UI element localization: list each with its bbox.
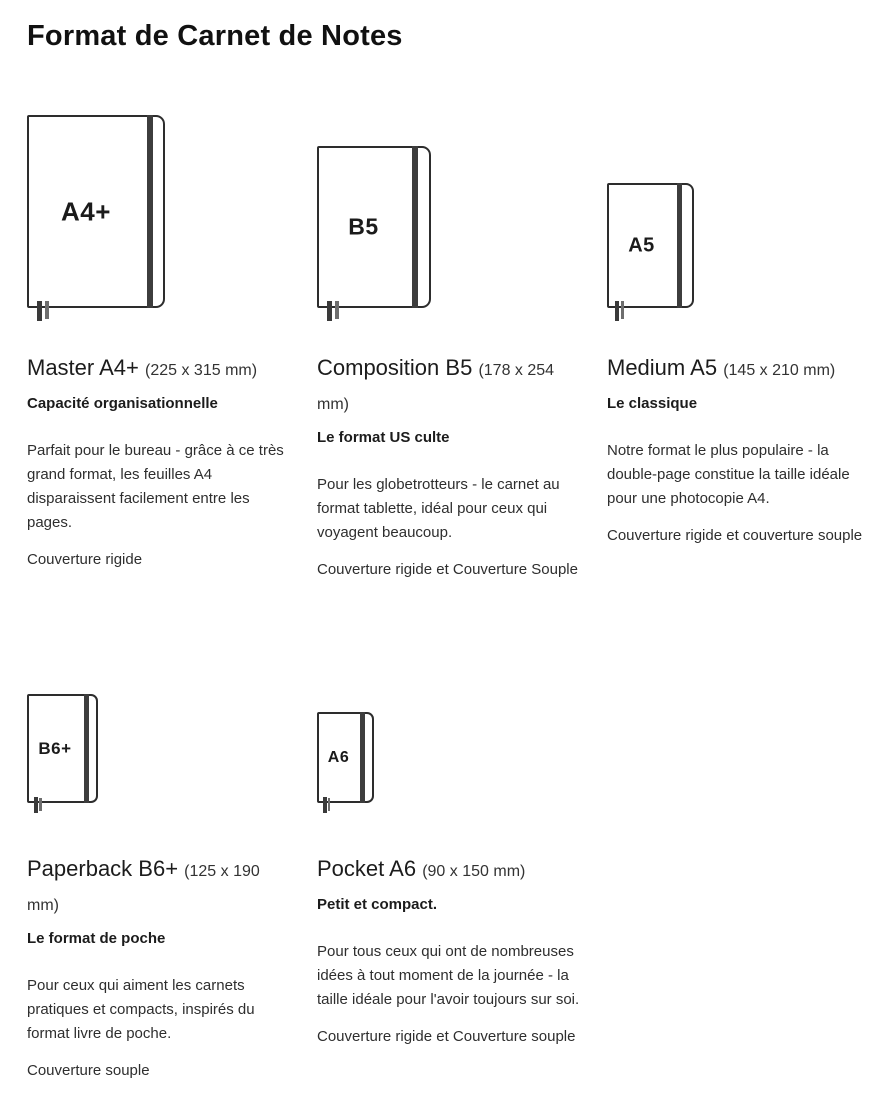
bookmark-ribbon (39, 798, 42, 811)
notebook-name: Paperback B6+ (27, 856, 179, 881)
size-label: A6 (327, 748, 350, 766)
notebook-description: Pour les globetrotteurs - le carnet au format tablette, idéal pour ceux qui voyagent beaucoup. (317, 476, 560, 541)
notebook-card (27, 115, 317, 582)
notebook-figure (317, 694, 582, 803)
notebook-dimensions: (178 x 254 mm) (317, 362, 555, 413)
size-label: B5 (348, 213, 379, 240)
elastic-band (360, 712, 365, 803)
page-title: Format de Carnet de Notes (27, 20, 403, 52)
notebook-covers: Couverture souple (27, 1062, 150, 1079)
notebook-name-line (317, 352, 582, 420)
notebook-cover-illustration (317, 712, 374, 803)
notebook-covers: Couverture rigide et Couverture souple (317, 1028, 576, 1045)
notebook-card (607, 115, 890, 582)
notebook-cover-illustration (27, 694, 98, 803)
notebook-description: Parfait pour le bureau - grâce à ce très grand format, les feuilles A4 disparaissent facilement entre les pages. (27, 442, 284, 531)
notebook-name: Master A4+ (27, 355, 139, 380)
notebook-name-line (27, 853, 292, 921)
bookmark-ribbon (328, 798, 330, 811)
notebook-name: Pocket A6 (317, 856, 417, 881)
bookmark-ribbon (615, 301, 619, 321)
formats-row-bottom (27, 694, 890, 1083)
notebook-covers: Couverture rigide et Couverture Souple (317, 561, 578, 578)
notebook-name-line (27, 352, 292, 386)
notebook-name: Medium A5 (607, 355, 718, 380)
notebook-dimensions: (90 x 150 mm) (422, 863, 526, 880)
notebook-tagline: Capacité organisationnelle (27, 395, 218, 412)
notebook-figure (607, 115, 872, 308)
notebook-figure (27, 115, 292, 308)
notebook-dimensions: (125 x 190 mm) (27, 863, 260, 914)
bookmark-ribbon (327, 301, 332, 321)
elastic-band (677, 183, 682, 308)
formats-row-top (27, 115, 890, 582)
size-label: B6+ (38, 738, 72, 758)
notebook-figure (317, 115, 582, 308)
notebook-card (27, 694, 317, 1083)
notebook-dimensions: (145 x 210 mm) (723, 362, 836, 379)
notebook-description: Notre format le plus populaire - la double-page constitue la taille idéale pour une photocopie A4. (607, 442, 850, 507)
notebook-name-line (317, 853, 582, 887)
size-label: A5 (628, 234, 655, 256)
elastic-band (147, 115, 153, 308)
notebook-cover-illustration (607, 183, 694, 308)
notebook-cover-illustration (27, 115, 165, 308)
notebook-tagline: Le classique (607, 395, 698, 412)
notebook-tagline: Le format US culte (317, 429, 450, 446)
bookmark-ribbon (621, 301, 624, 319)
notebook-description: Pour tous ceux qui ont de nombreuses idées à tout moment de la journée - la taille idéale pour l'avoir toujours sur soi. (317, 943, 580, 1008)
bookmark-ribbon (37, 301, 42, 321)
size-label: A4+ (61, 196, 111, 226)
notebook-name: Composition B5 (317, 355, 473, 380)
notebook-description: Pour ceux qui aiment les carnets pratiques et compacts, inspirés du format livre de poche. (27, 977, 255, 1042)
notebook-cover-illustration (317, 146, 431, 308)
elastic-band (84, 694, 89, 803)
bookmark-ribbon (45, 301, 49, 319)
notebook-card (317, 694, 607, 1083)
notebook-card (317, 115, 607, 582)
bookmark-ribbon (323, 797, 327, 813)
notebook-tagline: Petit et compact. (317, 896, 438, 913)
notebook-dimensions: (225 x 315 mm) (145, 362, 258, 379)
bookmark-ribbon (335, 301, 339, 319)
bookmark-ribbon (34, 797, 38, 813)
notebook-name-line (607, 352, 872, 386)
notebook-covers: Couverture rigide et couverture souple (607, 527, 863, 544)
notebook-covers: Couverture rigide (27, 551, 143, 568)
elastic-band (412, 146, 418, 308)
notebook-figure (27, 694, 292, 803)
notebook-tagline: Le format de poche (27, 930, 166, 947)
